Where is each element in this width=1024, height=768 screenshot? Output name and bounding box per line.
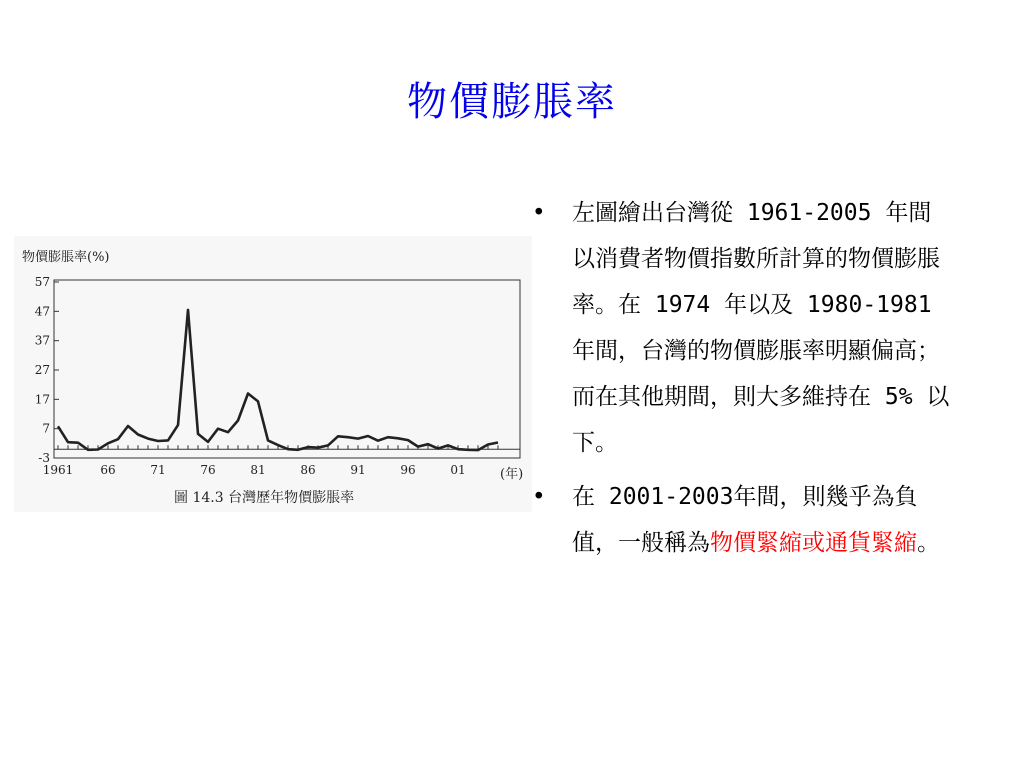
y-ticks	[35, 275, 59, 465]
x-tick-label: 81	[250, 463, 266, 477]
bullet-text-2-after: 。	[917, 530, 940, 556]
y-tick-label: 7	[42, 421, 50, 436]
x-ticks	[43, 463, 466, 477]
inflation-chart	[14, 236, 532, 512]
bullet-item-1	[530, 190, 970, 466]
y-tick-label: 37	[34, 333, 50, 348]
x-tick-label: 86	[300, 463, 316, 477]
slide-title: 物價膨脹率	[407, 79, 617, 125]
y-tick-label: 57	[34, 275, 50, 289]
x-tick-label: 91	[350, 463, 366, 477]
bullet-marker: •	[532, 484, 546, 510]
x-tick-label: 1961	[42, 463, 74, 477]
x-axis-label: (年)	[500, 467, 524, 482]
bullet-text-2-before: 在 2001-2003年間，則幾乎為負值，一般稱為	[572, 484, 918, 556]
bullet-text-1: 左圖繪出台灣從 1961-2005 年間以消費者物價指數所計算的物價膨脹率。在 1974 年以及 1980-1981 年間，台灣的物價膨脹率明顯偏高；而在其他期間，則大多維持在 5% 以下。	[572, 200, 950, 456]
y-axis-label: 物價膨脹率(%)	[22, 250, 110, 265]
y-tick-label: 17	[34, 392, 50, 407]
figure-caption: 圖 14.3 台灣歷年物價膨脹率	[174, 490, 355, 506]
y-tick-label: 47	[34, 304, 50, 319]
inflation-series-line	[58, 310, 498, 450]
x-tick-label: 71	[150, 463, 166, 477]
bullet-text-2	[572, 474, 954, 566]
x-tick-label: 96	[400, 463, 416, 477]
x-tick-label: 66	[100, 463, 116, 477]
x-tick-label: 01	[450, 463, 466, 477]
bullet-marker: •	[532, 200, 546, 226]
bullet-item-2	[530, 474, 970, 566]
bullet-list	[530, 190, 970, 574]
inflation-figure	[14, 236, 532, 512]
y-tick-label: 27	[34, 363, 50, 377]
y-tick-label: -3	[38, 451, 50, 465]
x-tick-label: 76	[200, 463, 216, 477]
highlight-deflation: 物價緊縮或通貨緊縮	[710, 530, 917, 556]
